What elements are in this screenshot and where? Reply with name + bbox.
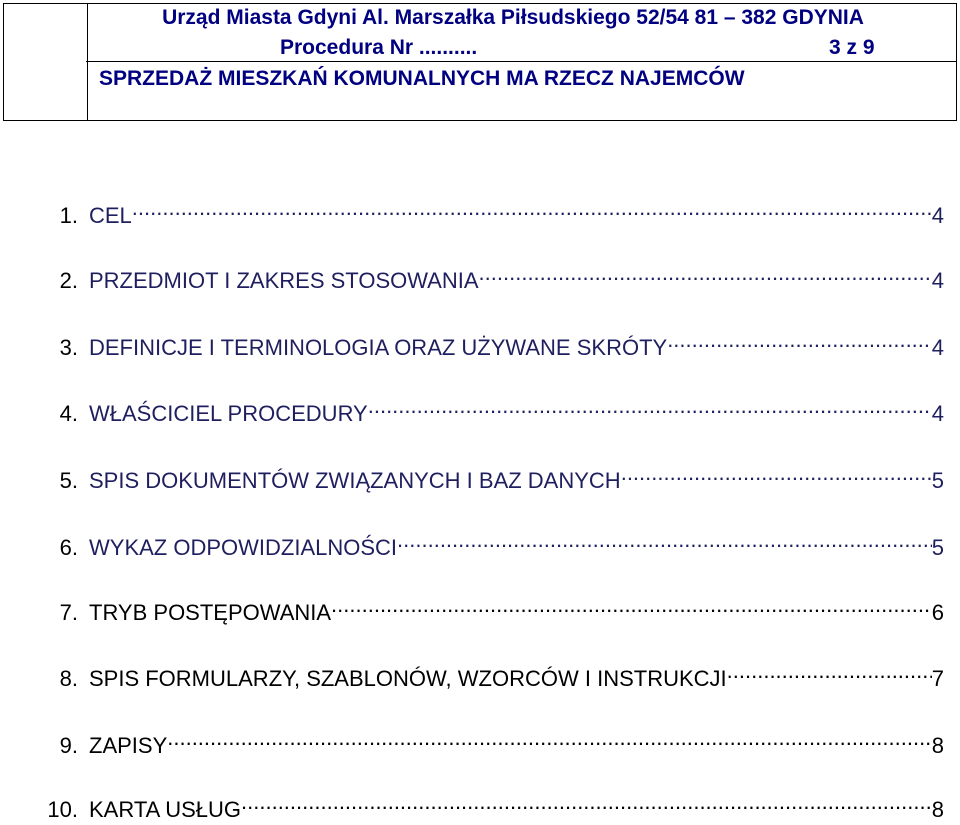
toc-item-text: SPIS FORMULARZY, SZABLONÓW, WZORCÓW I INSTRUKCJI xyxy=(89,666,727,691)
toc-item-number: 10. xyxy=(47,797,78,822)
toc-item-leader xyxy=(132,193,932,223)
header-procedure-number: Procedura Nr .......... xyxy=(280,36,478,59)
toc-item-leader xyxy=(241,787,932,817)
toc-item-number: 4. xyxy=(59,401,78,426)
toc-item-text: CEL xyxy=(89,203,132,228)
toc-item[interactable] xyxy=(30,193,944,228)
toc-item-leader xyxy=(331,590,932,620)
toc-item-leader xyxy=(167,723,932,753)
toc-item-text: TRYB POSTĘPOWANIA xyxy=(89,600,332,625)
header-address: Urząd Miasta Gdyni Al. Marszałka Piłsudskiego 52/54 81 – 382 GDYNIA xyxy=(162,6,864,29)
toc-item-number: 2. xyxy=(59,268,78,293)
toc-item[interactable] xyxy=(30,525,944,560)
toc-item-text: DEFINICJE I TERMINOLOGIA ORAZ UŻYWANE SKRÓTY xyxy=(89,335,668,360)
toc-item-number: 6. xyxy=(59,535,78,560)
toc-item-leader xyxy=(667,325,932,355)
toc-item[interactable] xyxy=(30,656,944,691)
toc-item-page: 7 xyxy=(932,664,944,694)
toc-item[interactable] xyxy=(30,787,944,822)
toc-item[interactable] xyxy=(30,723,944,758)
toc-item-page: 4 xyxy=(932,399,944,429)
toc-item-number: 7. xyxy=(59,600,78,625)
toc-item-number: 3. xyxy=(59,335,78,360)
toc-item-page: 4 xyxy=(932,266,944,296)
toc-item-number: 5. xyxy=(59,468,78,493)
toc-item-page: 8 xyxy=(932,731,944,761)
toc-item-page: 6 xyxy=(932,598,944,628)
toc-item-text: SPIS DOKUMENTÓW ZWIĄZANYCH I BAZ DANYCH xyxy=(89,468,621,493)
toc-item-leader xyxy=(479,258,932,288)
toc-item-leader xyxy=(621,458,932,488)
toc-item[interactable] xyxy=(30,590,944,625)
toc-item-text: WŁAŚCICIEL PROCEDURY xyxy=(89,401,368,426)
toc-item-page: 4 xyxy=(932,201,944,231)
toc-item-page: 4 xyxy=(932,333,944,363)
toc-item-page: 5 xyxy=(932,466,944,496)
toc-item-text: ZAPISY xyxy=(89,733,168,758)
toc-item-text: KARTA USŁUG xyxy=(89,797,242,822)
toc-item[interactable] xyxy=(30,325,944,360)
toc-item-leader xyxy=(368,391,932,421)
toc-item[interactable] xyxy=(30,458,944,493)
toc-item-page: 5 xyxy=(932,533,944,563)
toc-item-number: 1. xyxy=(59,203,78,228)
toc-item-text: PRZEDMIOT I ZAKRES STOSOWANIA xyxy=(89,268,479,293)
header-title: SPRZEDAŻ MIESZKAŃ KOMUNALNYCH MA RZECZ NAJEMCÓW xyxy=(99,67,745,90)
toc-item[interactable] xyxy=(30,391,944,426)
toc-item-page: 8 xyxy=(932,795,944,825)
toc-item-number: 9. xyxy=(59,733,78,758)
header-page-info: 3 z 9 xyxy=(829,36,875,59)
toc-item-text: WYKAZ ODPOWIDZIALNOŚCI xyxy=(89,535,398,560)
toc-item-leader xyxy=(727,656,932,686)
toc-item-leader xyxy=(397,525,932,555)
toc-item-number: 8. xyxy=(59,666,78,691)
toc-item[interactable] xyxy=(30,258,944,293)
